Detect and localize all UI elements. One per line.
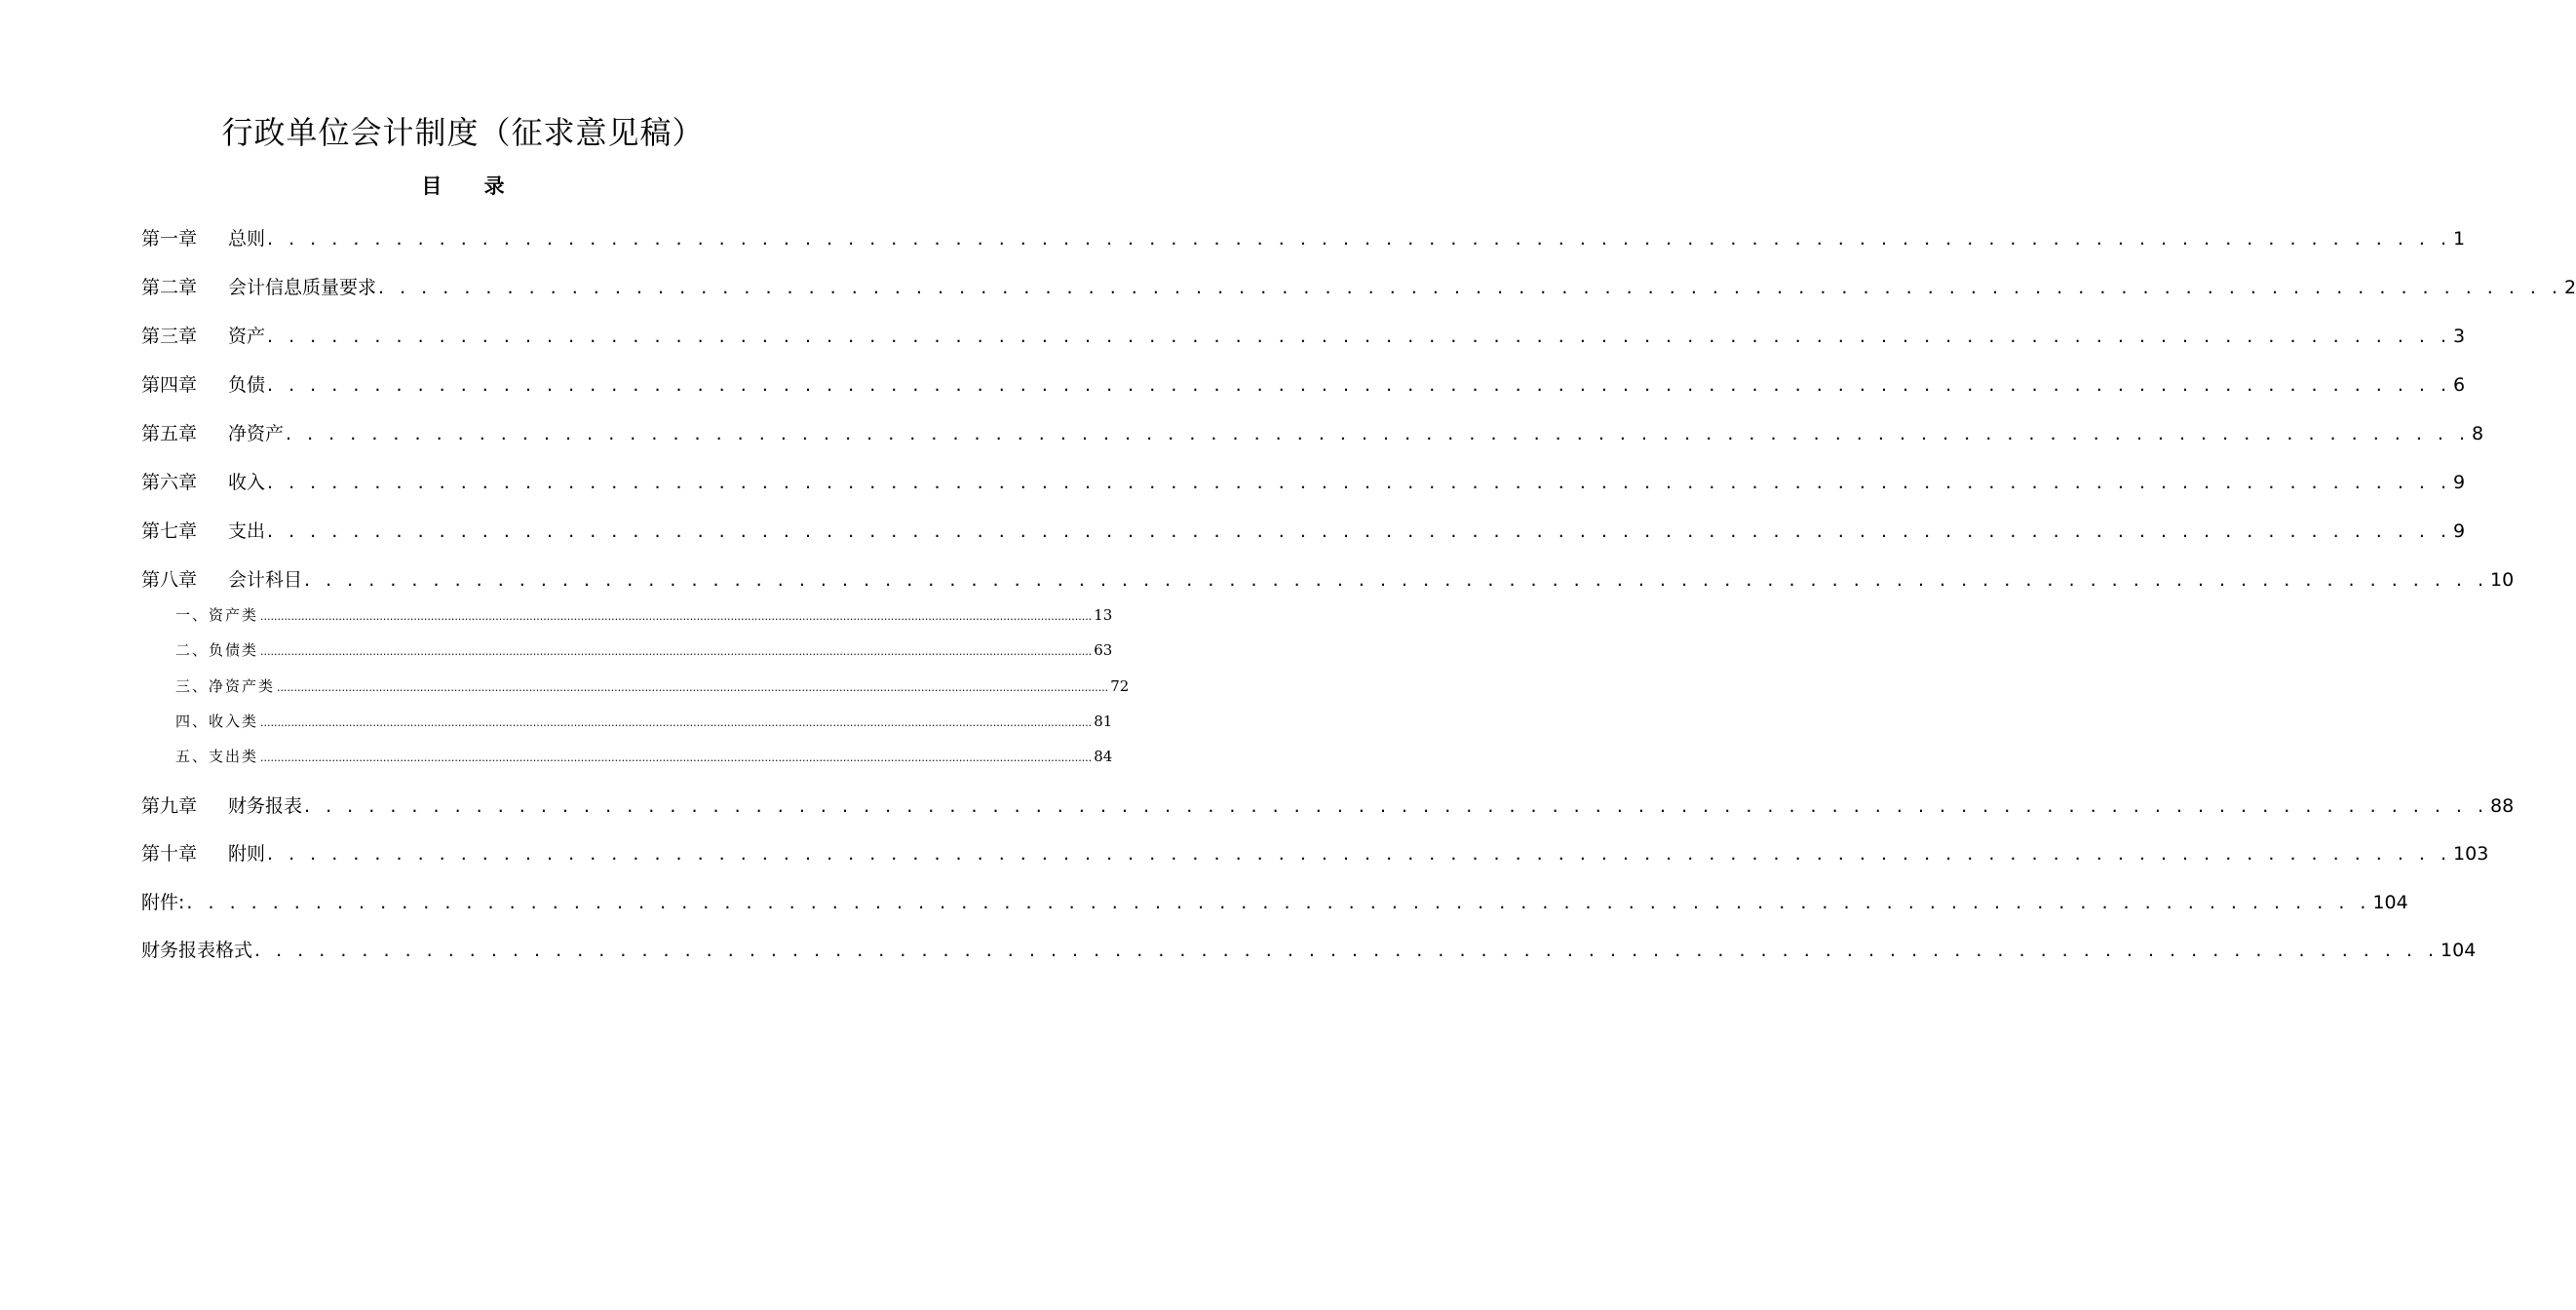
toc-chapter-number: 第五章	[141, 423, 198, 444]
toc-page-number: 81	[1094, 713, 1113, 730]
toc-entry-title: 会计科目	[228, 569, 303, 591]
toc-entry-title: 负债	[228, 374, 266, 396]
toc-page-number: 104	[2372, 892, 2408, 913]
toc-chapter-number: 第一章	[141, 228, 198, 250]
toc-dot-leader: . . . . . . . . . . . . . . . . . . . . . . . . . . . . . . . . . . . . . . . . . . . . . . . . . . . . . . . . . . . . . . . . . . . . . . . . . . . . . . . . . . . . . . . . . . . . . . . . . . . . . .	[267, 374, 2452, 396]
toc-dot-leader: . . . . . . . . . . . . . . . . . . . . . . . . . . . . . . . . . . . . . . . . . . . . . . . . . . . . . . . . . . . . . . . . . . . . . . . . . . . . . . . . . . . . . . . . . . . . . . . . . . . . . .	[267, 472, 2452, 493]
toc-dot-leader: . . . . . . . . . . . . . . . . . . . . . . . . . . . . . . . . . . . . . . . . . . . . . . . . . . . . . . . . . . . . . . . . . . . . . . . . . . . . . . . . . . . . . . . . . . . . . . . . . . . . . .	[267, 520, 2452, 542]
toc-entry-title: 一、资产类	[175, 606, 259, 624]
toc-chapter-number: 第二章	[141, 277, 198, 298]
toc-chapter-number: 第三章	[141, 326, 198, 347]
toc-subentry[interactable]	[175, 674, 1130, 698]
toc-dot-leader: ....................................................................................................................................................................................................................................................	[260, 645, 1093, 658]
toc-dot-leader: ....................................................................................................................................................................................................................................................	[277, 681, 1109, 694]
toc-page-number: 1	[2453, 228, 2466, 250]
toc-dot-leader: ....................................................................................................................................................................................................................................................	[260, 716, 1093, 729]
document-title: 行政单位会计制度（征求意见稿）	[221, 114, 705, 151]
toc-entry[interactable]	[141, 888, 2408, 917]
toc-chapter-number: 第六章	[141, 472, 198, 493]
toc-dot-leader: . . . . . . . . . . . . . . . . . . . . . . . . . . . . . . . . . . . . . . . . . . . . . . . . . . . . . . . . . . . . . . . . . . . . . . . . . . . . . . . . . . . . . . . . . . . . . . . . . . . . . .	[254, 940, 2440, 961]
toc-entry[interactable]	[141, 322, 2466, 351]
toc-page-number: 9	[2453, 472, 2466, 493]
toc-subentry[interactable]	[175, 603, 1113, 627]
toc-dot-leader: ....................................................................................................................................................................................................................................................	[260, 751, 1093, 764]
toc-dot-leader: . . . . . . . . . . . . . . . . . . . . . . . . . . . . . . . . . . . . . . . . . . . . . . . . . . . . . . . . . . . . . . . . . . . . . . . . . . . . . . . . . . . . . . . . . . . . . . . . . . . . . .	[304, 569, 2489, 591]
toc-entry[interactable]	[141, 517, 2466, 546]
toc-page-number: 2	[2564, 277, 2576, 298]
toc-entry[interactable]	[141, 370, 2466, 400]
toc-page-number: 84	[1094, 748, 1113, 765]
toc-page-number: 6	[2453, 374, 2466, 396]
toc-dot-leader: ....................................................................................................................................................................................................................................................	[260, 610, 1093, 623]
toc-subentry[interactable]	[175, 638, 1113, 662]
toc-dot-leader: . . . . . . . . . . . . . . . . . . . . . . . . . . . . . . . . . . . . . . . . . . . . . . . . . . . . . . . . . . . . . . . . . . . . . . . . . . . . . . . . . . . . . . . . . . . . . . . . . . . . . .	[186, 892, 2371, 913]
toc-entry-title: 四、收入类	[175, 713, 259, 730]
toc-entry-title: 收入	[228, 472, 266, 493]
toc-dot-leader: . . . . . . . . . . . . . . . . . . . . . . . . . . . . . . . . . . . . . . . . . . . . . . . . . . . . . . . . . . . . . . . . . . . . . . . . . . . . . . . . . . . . . . . . . . . . . . . . . . . . . .	[267, 228, 2452, 250]
toc-chapter-number: 第十章	[141, 843, 198, 865]
toc-dot-leader: . . . . . . . . . . . . . . . . . . . . . . . . . . . . . . . . . . . . . . . . . . . . . . . . . . . . . . . . . . . . . . . . . . . . . . . . . . . . . . . . . . . . . . . . . . . . . . . . . . . . . .	[286, 423, 2471, 444]
toc-heading: 目 录	[421, 174, 522, 198]
toc-page-number: 10	[2490, 569, 2515, 591]
toc-entry[interactable]	[141, 791, 2515, 821]
toc-subentry[interactable]	[175, 745, 1113, 768]
toc-entry-title: 净资产	[228, 423, 285, 444]
toc-chapter-number: 第九章	[141, 795, 198, 817]
toc-dot-leader: . . . . . . . . . . . . . . . . . . . . . . . . . . . . . . . . . . . . . . . . . . . . . . . . . . . . . . . . . . . . . . . . . . . . . . . . . . . . . . . . . . . . . . . . . . . . . . . . . . . . . .	[267, 843, 2452, 865]
toc-entry-title: 三、净资产类	[175, 677, 276, 695]
toc-entry-title: 财务报表	[228, 795, 303, 817]
toc-page-number: 13	[1094, 606, 1113, 624]
toc-page-number: 103	[2453, 843, 2489, 865]
toc-page-number: 88	[2490, 795, 2515, 817]
toc-entry[interactable]	[141, 419, 2484, 448]
toc-entry-title: 总则	[228, 228, 266, 250]
toc-chapter-number: 第七章	[141, 520, 198, 542]
toc-entry[interactable]	[141, 273, 2576, 302]
toc-entry-title: 支出	[228, 520, 266, 542]
toc-page-number: 63	[1094, 641, 1113, 659]
toc-entry-title: 五、支出类	[175, 748, 259, 765]
toc-entry[interactable]	[141, 468, 2466, 497]
toc-page-number: 9	[2453, 520, 2466, 542]
toc-page-number: 3	[2453, 326, 2466, 347]
toc-dot-leader: . . . . . . . . . . . . . . . . . . . . . . . . . . . . . . . . . . . . . . . . . . . . . . . . . . . . . . . . . . . . . . . . . . . . . . . . . . . . . . . . . . . . . . . . . . . . . . . . . . . . . .	[304, 795, 2489, 817]
toc-subentry[interactable]	[175, 710, 1113, 733]
toc-dot-leader: . . . . . . . . . . . . . . . . . . . . . . . . . . . . . . . . . . . . . . . . . . . . . . . . . . . . . . . . . . . . . . . . . . . . . . . . . . . . . . . . . . . . . . . . . . . . . . . . . . . . . .	[378, 277, 2563, 298]
toc-entry-title: 财务报表格式	[141, 940, 253, 961]
toc-entry[interactable]	[141, 565, 2515, 595]
toc-entry-title: 二、负债类	[175, 641, 259, 659]
toc-entry[interactable]	[141, 936, 2477, 965]
toc-entry[interactable]	[141, 224, 2466, 253]
toc-page-number: 72	[1110, 677, 1130, 695]
toc-page-number: 8	[2472, 423, 2484, 444]
toc-entry-title: 附件:	[141, 892, 185, 913]
toc-entry-title: 资产	[228, 326, 266, 347]
toc-page-number: 104	[2441, 940, 2477, 961]
toc-chapter-number: 第八章	[141, 569, 198, 591]
toc-dot-leader: . . . . . . . . . . . . . . . . . . . . . . . . . . . . . . . . . . . . . . . . . . . . . . . . . . . . . . . . . . . . . . . . . . . . . . . . . . . . . . . . . . . . . . . . . . . . . . . . . . . . . .	[267, 326, 2452, 347]
toc-chapter-number: 第四章	[141, 374, 198, 396]
toc-entry-title: 会计信息质量要求	[228, 277, 377, 298]
toc-entry[interactable]	[141, 839, 2489, 868]
toc-entry-title: 附则	[228, 843, 266, 865]
